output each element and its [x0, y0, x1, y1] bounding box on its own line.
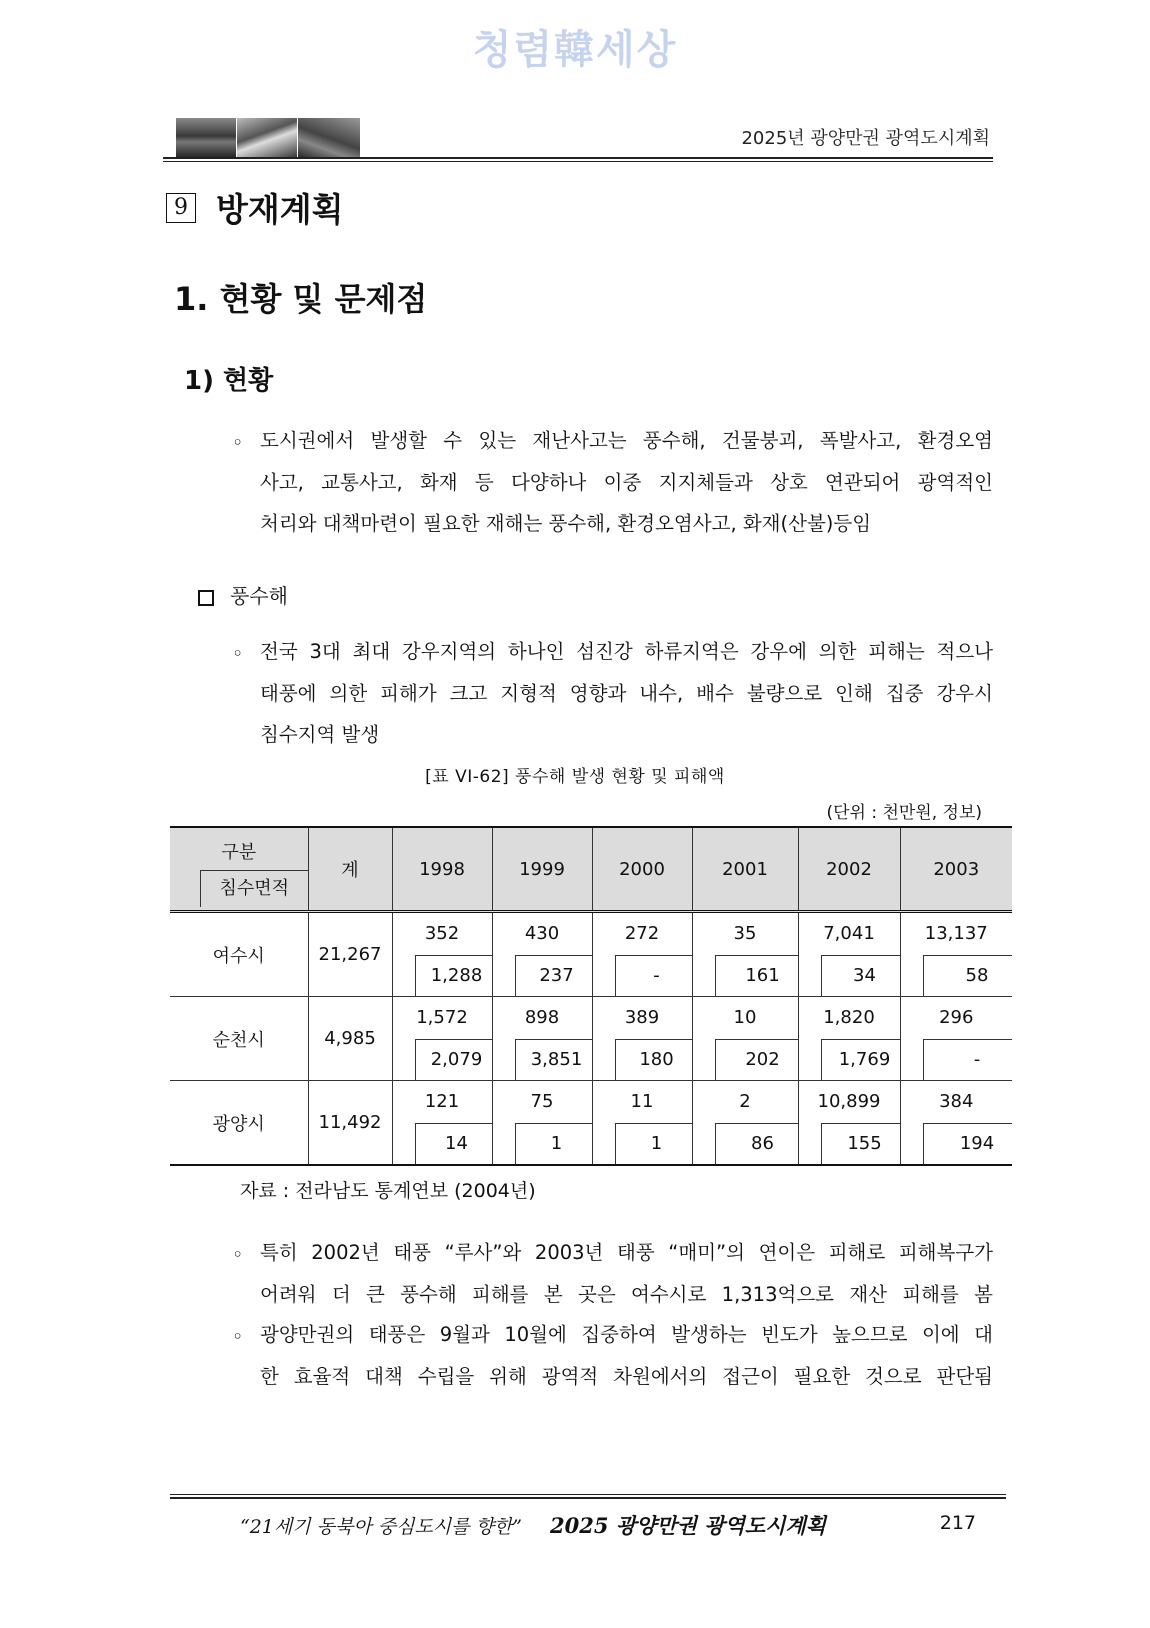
year-cell: [900, 997, 1012, 1081]
section-number-box: 9: [166, 193, 196, 223]
city-total: 4,985: [308, 997, 392, 1081]
damage-value: 10,899: [817, 1091, 881, 1112]
year-cell: [392, 1081, 492, 1166]
area-value: 237: [539, 965, 574, 986]
table-caption: [표 VI-62] 풍수해 발생 현황 및 피해액: [425, 767, 725, 787]
area-box: [923, 1039, 1013, 1080]
note-paragraph: [260, 1314, 993, 1397]
bullet-marker: ◦: [232, 643, 244, 665]
city-name: 광양시: [170, 1081, 308, 1166]
header-gubun: 구분: [221, 842, 257, 863]
year-cell: [492, 912, 592, 997]
header-year: 1998: [392, 827, 492, 912]
area-box: [923, 955, 1013, 996]
area-value: -: [653, 965, 660, 986]
damage-value: 430: [524, 923, 560, 944]
header-year: 2000: [592, 827, 692, 912]
damage-value: 75: [530, 1091, 554, 1112]
footer-slogan: “21세기 동북아 중심도시를 향한”: [240, 1516, 522, 1538]
damage-value: 1,572: [416, 1007, 468, 1028]
text-line: 어려워 더 큰 풍수해 피해를 본 곳은 여수시로 1,313억으로 재산 피해를 봄: [260, 1282, 993, 1306]
area-value: 1: [650, 1133, 663, 1154]
year-cell: [592, 997, 692, 1081]
damage-value: 121: [424, 1091, 460, 1112]
area-value: 14: [445, 1133, 468, 1154]
area-value: 86: [751, 1133, 774, 1154]
page-number: 217: [939, 1512, 976, 1534]
footer-rule-thin: [170, 1494, 1006, 1495]
year-cell: [492, 997, 592, 1081]
area-value: 194: [959, 1133, 995, 1154]
damage-value: 389: [624, 1007, 660, 1028]
text-line: 태풍에 의한 피해가 크고 지형적 영향과 내수, 배수 불량으로 인해 집중 강우시: [260, 681, 993, 705]
text-line: 도시권에서 발생할 수 있는 재난사고는 풍수해, 건물붕괴, 폭발사고, 환경오염: [260, 429, 993, 452]
year-cell: [798, 912, 900, 997]
header-photo-3: [298, 118, 360, 158]
text-line: 전국 3대 최대 강우지역의 하나인 섬진강 하류지역은 강우에 의한 피해는 적으나: [260, 640, 993, 663]
area-box: [923, 1123, 1013, 1164]
damage-value: 2: [739, 1091, 751, 1112]
area-value: 58: [965, 965, 989, 986]
year-cell: [900, 912, 1012, 997]
table-source: 자료 : 전라남도 통계연보 (2004년): [240, 1180, 536, 1202]
header-year: 2003: [900, 827, 1012, 912]
area-value: 202: [745, 1049, 780, 1070]
damage-value: 10: [733, 1007, 757, 1028]
text-line: 특히 2002년 태풍 “루사”와 2003년 태풍 “매미”의 연이은 피해로 피해복구가: [260, 1241, 993, 1264]
year-cell: [692, 1081, 798, 1166]
square-bullet-icon: [198, 590, 214, 606]
area-box: [415, 1123, 492, 1164]
heading-level-2: 1) 현황: [184, 366, 274, 396]
area-box: [515, 955, 592, 996]
damage-value: 296: [939, 1007, 974, 1028]
area-box: [615, 1123, 692, 1164]
text-line: 침수지역 발생: [260, 723, 380, 746]
area-box: [715, 1039, 798, 1080]
area-box: [515, 1039, 592, 1080]
header-gubun-cell: [170, 827, 308, 912]
area-box: [715, 955, 798, 996]
damage-value: 384: [939, 1091, 974, 1112]
note-paragraph: [260, 1232, 993, 1315]
area-box: [715, 1123, 798, 1164]
subsection-title: 풍수해: [230, 584, 288, 608]
footer-rule: [170, 1497, 1006, 1499]
header-year: 2001: [692, 827, 798, 912]
year-cell: [798, 1081, 900, 1166]
year-cell: [492, 1081, 592, 1166]
header-year: 1999: [492, 827, 592, 912]
year-cell: [692, 997, 798, 1081]
area-box: [415, 955, 492, 996]
city-total: 21,267: [308, 912, 392, 997]
year-cell: [592, 1081, 692, 1166]
header-area: 침수면적: [200, 870, 308, 907]
header-year: 2002: [798, 827, 900, 912]
header-photo-1: [176, 118, 236, 158]
damage-value: 11: [630, 1091, 654, 1112]
city-name: 여수시: [170, 912, 308, 997]
area-value: 1,288: [430, 965, 483, 986]
header-rule: [163, 157, 993, 159]
table-row: [170, 997, 1012, 1081]
header-photo-2: [237, 118, 297, 158]
header-total: 계: [308, 827, 392, 912]
year-cell: [592, 912, 692, 997]
bullet-marker: ◦: [232, 1326, 244, 1348]
table-unit: (단위 : 천만원, 정보): [826, 803, 982, 823]
area-value: 161: [745, 965, 780, 986]
area-box: [821, 1123, 900, 1164]
damage-value: 272: [624, 923, 660, 944]
damage-value: 7,041: [823, 923, 875, 944]
table-row: [170, 1081, 1012, 1166]
damage-value: 35: [733, 923, 757, 944]
watermark-logo: 청렴韓세상: [472, 27, 678, 73]
area-value: 155: [847, 1133, 882, 1154]
area-value: 1,769: [838, 1049, 891, 1070]
text-line: 처리와 대책마련이 필요한 재해는 풍수해, 환경오염사고, 화재(산불)등임: [260, 512, 872, 535]
text-line: 사고, 교통사고, 화재 등 다양하나 이중 지지체들과 상호 연관되어 광역적인: [260, 470, 993, 494]
city-total: 11,492: [308, 1081, 392, 1166]
footer-title: 2025 광양만권 광역도시계획: [550, 1513, 826, 1538]
header-rule-thin: [163, 161, 993, 162]
area-box: [615, 955, 692, 996]
year-cell: [392, 997, 492, 1081]
area-value: 1: [550, 1133, 563, 1154]
year-cell: [798, 997, 900, 1081]
running-header: 2025년 광양만권 광역도시계획: [741, 128, 990, 149]
table-header-row: [170, 827, 1012, 912]
damage-value: 13,137: [924, 923, 988, 944]
damage-value: 352: [424, 923, 460, 944]
year-cell: [900, 1081, 1012, 1166]
area-value: -: [973, 1049, 981, 1070]
city-name: 순천시: [170, 997, 308, 1081]
area-box: [821, 955, 900, 996]
area-value: 2,079: [430, 1049, 483, 1070]
intro-paragraph: [260, 420, 993, 545]
bullet-marker: ◦: [232, 432, 244, 454]
area-box: [821, 1039, 900, 1080]
area-value: 34: [853, 965, 876, 986]
section-title: 방재계획: [216, 190, 344, 229]
heading-level-1: 1. 현황 및 문제점: [174, 280, 428, 318]
area-box: [415, 1039, 492, 1080]
table-row: [170, 912, 1012, 997]
area-box: [615, 1039, 692, 1080]
area-box: [515, 1123, 592, 1164]
bullet-marker: ◦: [232, 1244, 244, 1266]
text-line: 광양만권의 태풍은 9월과 10월에 집중하여 발생하는 빈도가 높으므로 이에 대: [260, 1323, 993, 1346]
text-line: 한 효율적 대책 수립을 위해 광역적 차원에서의 접근이 필요한 것으로 판단됨: [260, 1364, 993, 1388]
year-cell: [392, 912, 492, 997]
flood-damage-table: [170, 826, 1012, 1166]
year-cell: [692, 912, 798, 997]
damage-value: 1,820: [823, 1007, 875, 1028]
area-value: 3,851: [530, 1049, 583, 1070]
area-value: 180: [639, 1049, 674, 1070]
damage-value: 898: [524, 1007, 560, 1028]
flood-paragraph: [260, 631, 993, 756]
